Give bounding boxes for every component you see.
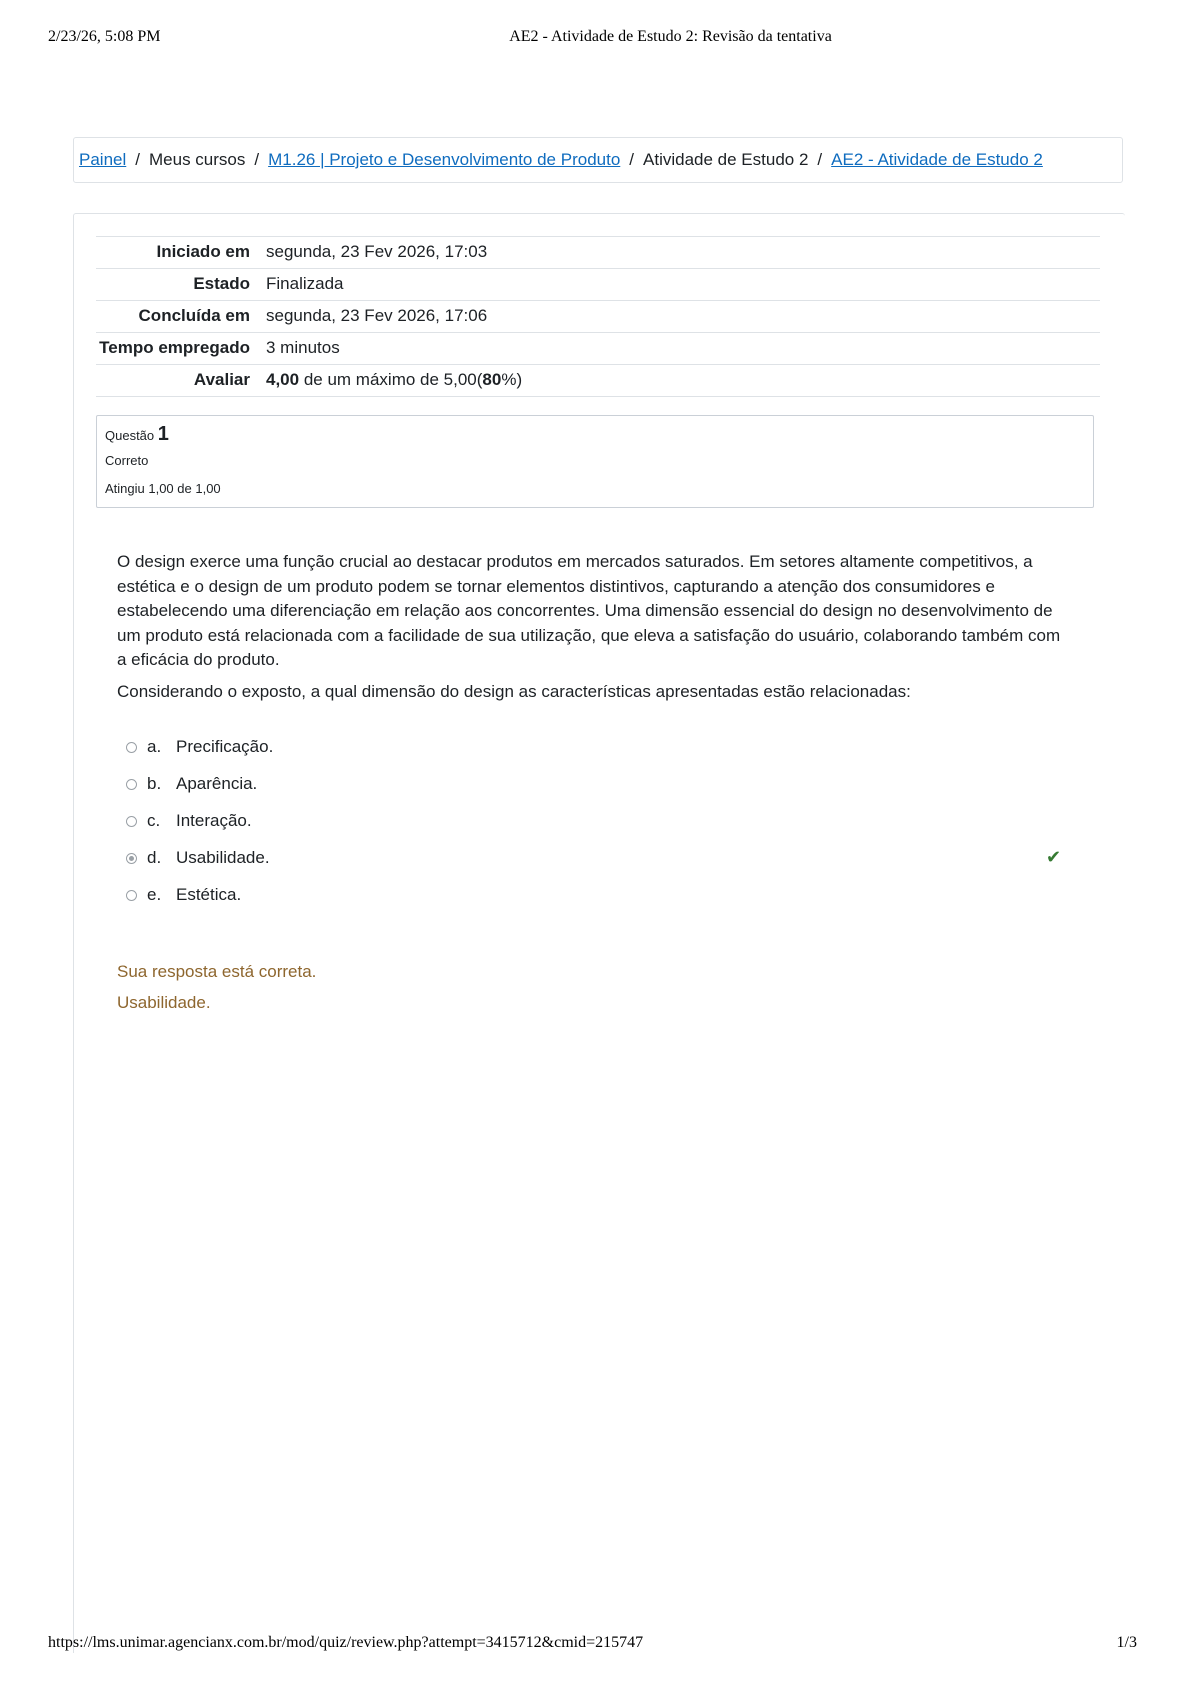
option-text: Usabilidade. xyxy=(176,847,270,867)
option-letter: a. xyxy=(147,736,162,756)
radio-option-c[interactable] xyxy=(126,816,137,827)
summary-row-state xyxy=(96,269,1100,301)
breadcrumb-quiz-link[interactable]: AE2 - Atividade de Estudo 2 xyxy=(831,150,1043,169)
feedback-status: Sua resposta está correta. xyxy=(117,962,317,981)
question-info-box xyxy=(96,415,1094,508)
answer-options xyxy=(126,728,1076,913)
answer-option-b[interactable] xyxy=(126,765,1076,802)
print-page-number: 1/3 xyxy=(1116,1634,1137,1651)
breadcrumb-separator: / xyxy=(629,150,635,169)
print-header xyxy=(48,28,1143,52)
print-page-title: AE2 - Atividade de Estudo 2: Revisão da tentativa xyxy=(509,28,832,45)
question-grade: Atingiu 1,00 de 1,00 xyxy=(105,481,221,496)
radio-option-a[interactable] xyxy=(126,742,137,753)
option-letter: e. xyxy=(147,884,162,904)
question-state: Correto xyxy=(105,453,149,468)
grade-text: de um máximo de 5,00( xyxy=(303,370,483,389)
question-number-value: 1 xyxy=(157,423,169,445)
breadcrumb xyxy=(73,137,1123,183)
feedback-correct-answer: Usabilidade. xyxy=(117,993,211,1012)
option-text: Estética. xyxy=(176,884,242,904)
option-letter: d. xyxy=(147,847,162,867)
correct-check-icon: ✔ xyxy=(1046,847,1062,867)
answer-option-d[interactable] xyxy=(126,839,1076,876)
print-footer xyxy=(48,1634,1143,1656)
option-letter: b. xyxy=(147,773,162,793)
radio-option-b[interactable] xyxy=(126,779,137,790)
question-number xyxy=(105,424,1085,446)
breadcrumb-section: Atividade de Estudo 2 xyxy=(643,150,809,169)
print-datetime: 2/23/26, 5:08 PM xyxy=(48,28,161,45)
answer-option-c[interactable] xyxy=(126,802,1076,839)
grade-percent: 80 xyxy=(482,370,502,389)
answer-option-a[interactable] xyxy=(126,728,1076,765)
grade-score: 4,00 xyxy=(266,370,300,389)
print-url: https://lms.unimar.agencianx.com.br/mod/quiz/review.php?attempt=3415712&cmid=215747 xyxy=(48,1634,644,1651)
grade-label: Avaliar xyxy=(193,370,250,389)
breadcrumb-course-link[interactable]: M1.26 | Projeto e Desenvolvimento de Produto xyxy=(268,150,621,169)
attempt-summary-table xyxy=(96,236,1100,397)
breadcrumb-separator: / xyxy=(254,150,260,169)
completed-label: Concluída em xyxy=(138,306,250,325)
breadcrumb-separator: / xyxy=(135,150,140,169)
breadcrumb-meus-cursos: Meus cursos xyxy=(149,150,246,169)
radio-option-d[interactable] xyxy=(126,853,137,864)
answer-option-e[interactable] xyxy=(126,876,1076,913)
summary-row-started xyxy=(96,237,1100,269)
completed-value: segunda, 23 Fev 2026, 17:06 xyxy=(266,306,488,325)
answer-feedback xyxy=(117,956,316,1018)
question-text xyxy=(117,550,1067,711)
time-label: Tempo empregado xyxy=(99,338,250,357)
summary-row-completed xyxy=(96,301,1100,333)
started-label: Iniciado em xyxy=(156,242,250,261)
question-label: Questão xyxy=(105,428,155,443)
question-body: O design exerce uma função crucial ao destacar produtos em mercados saturados. Em setores altamente competitivos, a estética e o design de um produto podem se tornar elementos distintivos, capturando a atenção dos consumidores e estabelecendo uma diferenciação em relação aos concorrentes. Uma dimensão essencial do design no desenvolvimento de um produto está relacionada com a facilidade de sua utilização, que eleva a satisfação do usuário, colaborando também com a eficácia do produto. xyxy=(117,552,1061,669)
state-label: Estado xyxy=(193,274,250,293)
summary-row-grade xyxy=(96,365,1100,397)
question-prompt: Considerando o exposto, a qual dimensão do design as características apresentadas estão relacionadas: xyxy=(117,681,911,701)
time-value: 3 minutos xyxy=(266,338,340,357)
option-text: Aparência. xyxy=(176,773,258,793)
radio-option-e[interactable] xyxy=(126,890,137,901)
breadcrumb-painel-link[interactable]: Painel xyxy=(79,150,127,169)
breadcrumb-separator: / xyxy=(817,150,823,169)
summary-row-time xyxy=(96,333,1100,365)
grade-value xyxy=(266,365,1100,397)
option-text: Precificação. xyxy=(176,736,274,756)
option-letter: c. xyxy=(147,810,161,830)
started-value: segunda, 23 Fev 2026, 17:03 xyxy=(266,242,488,261)
option-text: Interação. xyxy=(176,810,252,830)
state-value: Finalizada xyxy=(266,274,344,293)
grade-suffix: %) xyxy=(501,370,523,389)
